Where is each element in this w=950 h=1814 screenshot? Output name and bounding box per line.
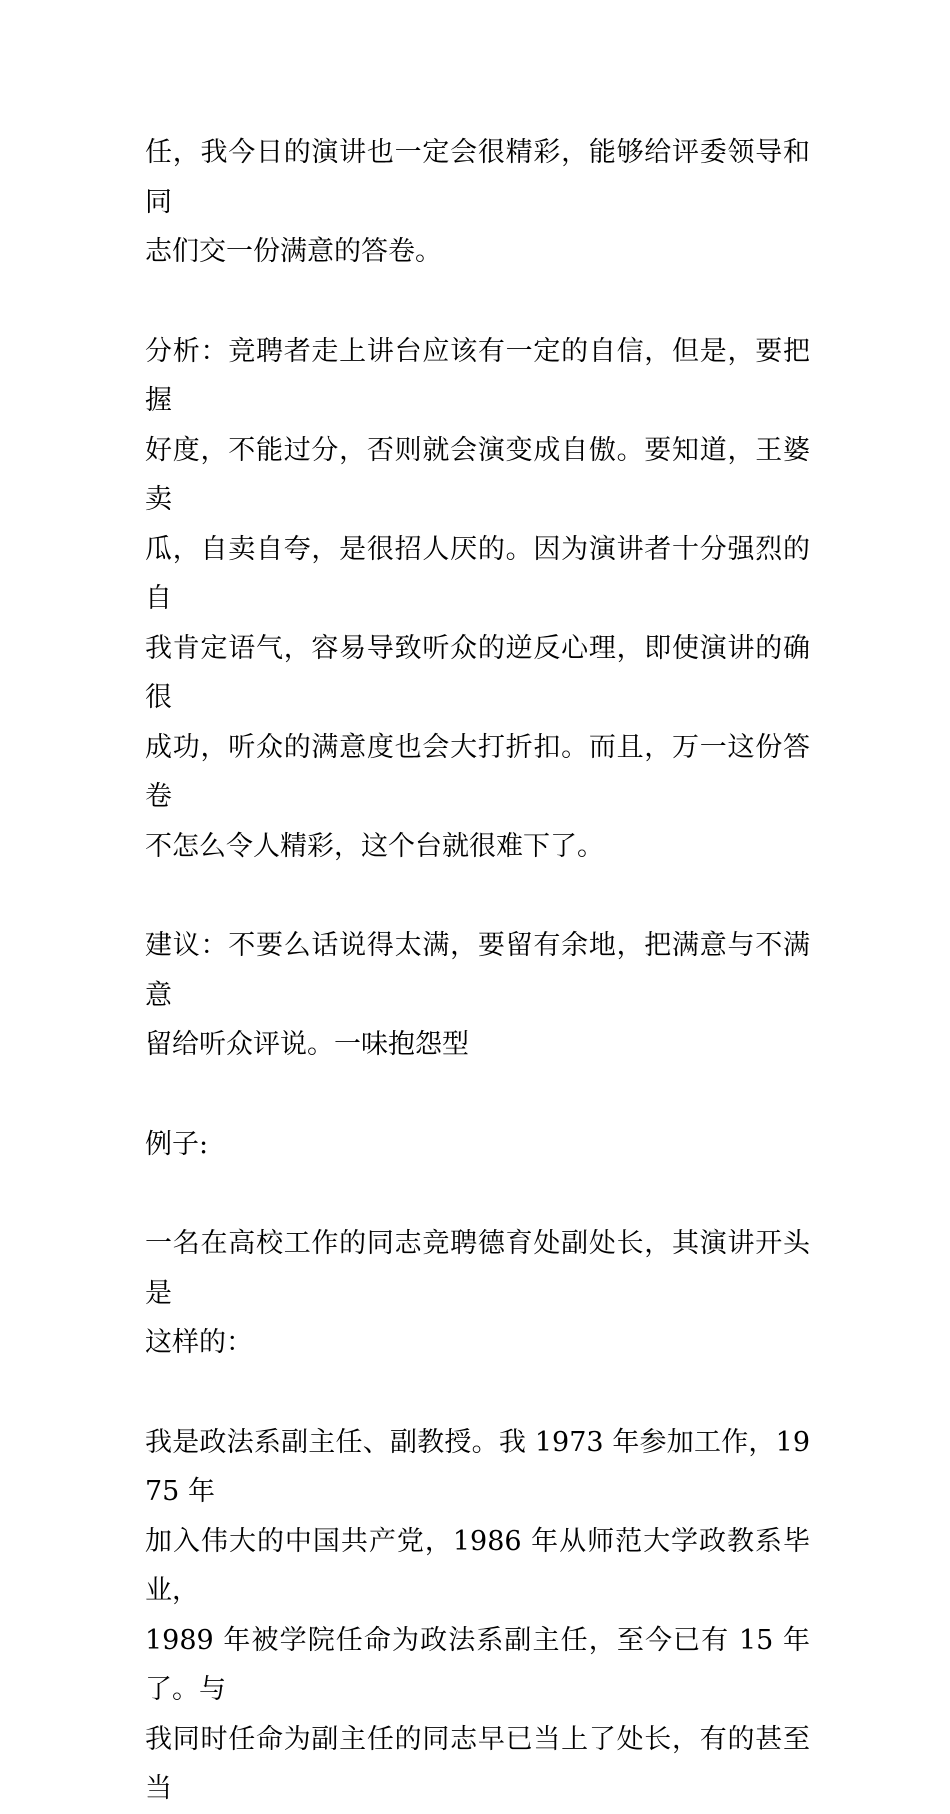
paragraph-spacer xyxy=(145,277,810,327)
paragraph-analysis: 分析：竞聘者走上讲台应该有一定的自信，但是，要把握 好度，不能过分，否则就会演变成自傲。要知道，王婆卖 瓜，自卖自夸，是很招人厌的。因为演讲者十分强烈的自 我肯定语气，容易导致听众的逆反心理，即使演讲的确很 成功，听众的满意度也会大打折扣。而且，万一这份答卷 不怎么令人精彩，这个台就很难下了。 xyxy=(145,335,810,862)
paragraph-spacer xyxy=(145,871,810,921)
paragraph-spacer xyxy=(145,1070,810,1120)
paragraph-example-speech: 我是政法系副主任、副教授。我 1973 年参加工作，1975 年 加入伟大的中国共产党，1986 年从师范大学政教系毕业， 1989 年被学院任命为政法系副主任，至今已有 15 年了。与 我同时任命为副主任的同志早已当上了处长，有的甚至当 xyxy=(145,1426,810,1804)
paragraph-example-intro: 一名在高校工作的同志竞聘德育处副处长，其演讲开头是 这样的： xyxy=(145,1228,810,1358)
paragraph-suggestion: 建议：不要么话说得太满，要留有余地，把满意与不满意 留给听众评说。一味抱怨型 xyxy=(145,930,810,1060)
paragraph-example-heading: 例子: xyxy=(145,1128,209,1160)
paragraph-spacer xyxy=(145,1169,810,1219)
document-page xyxy=(145,128,810,1814)
paragraph-continuation: 任，我今日的演讲也一定会很精彩，能够给评委领导和同 志们交一份满意的答卷。 xyxy=(145,137,810,267)
paragraph-spacer xyxy=(145,1368,810,1418)
